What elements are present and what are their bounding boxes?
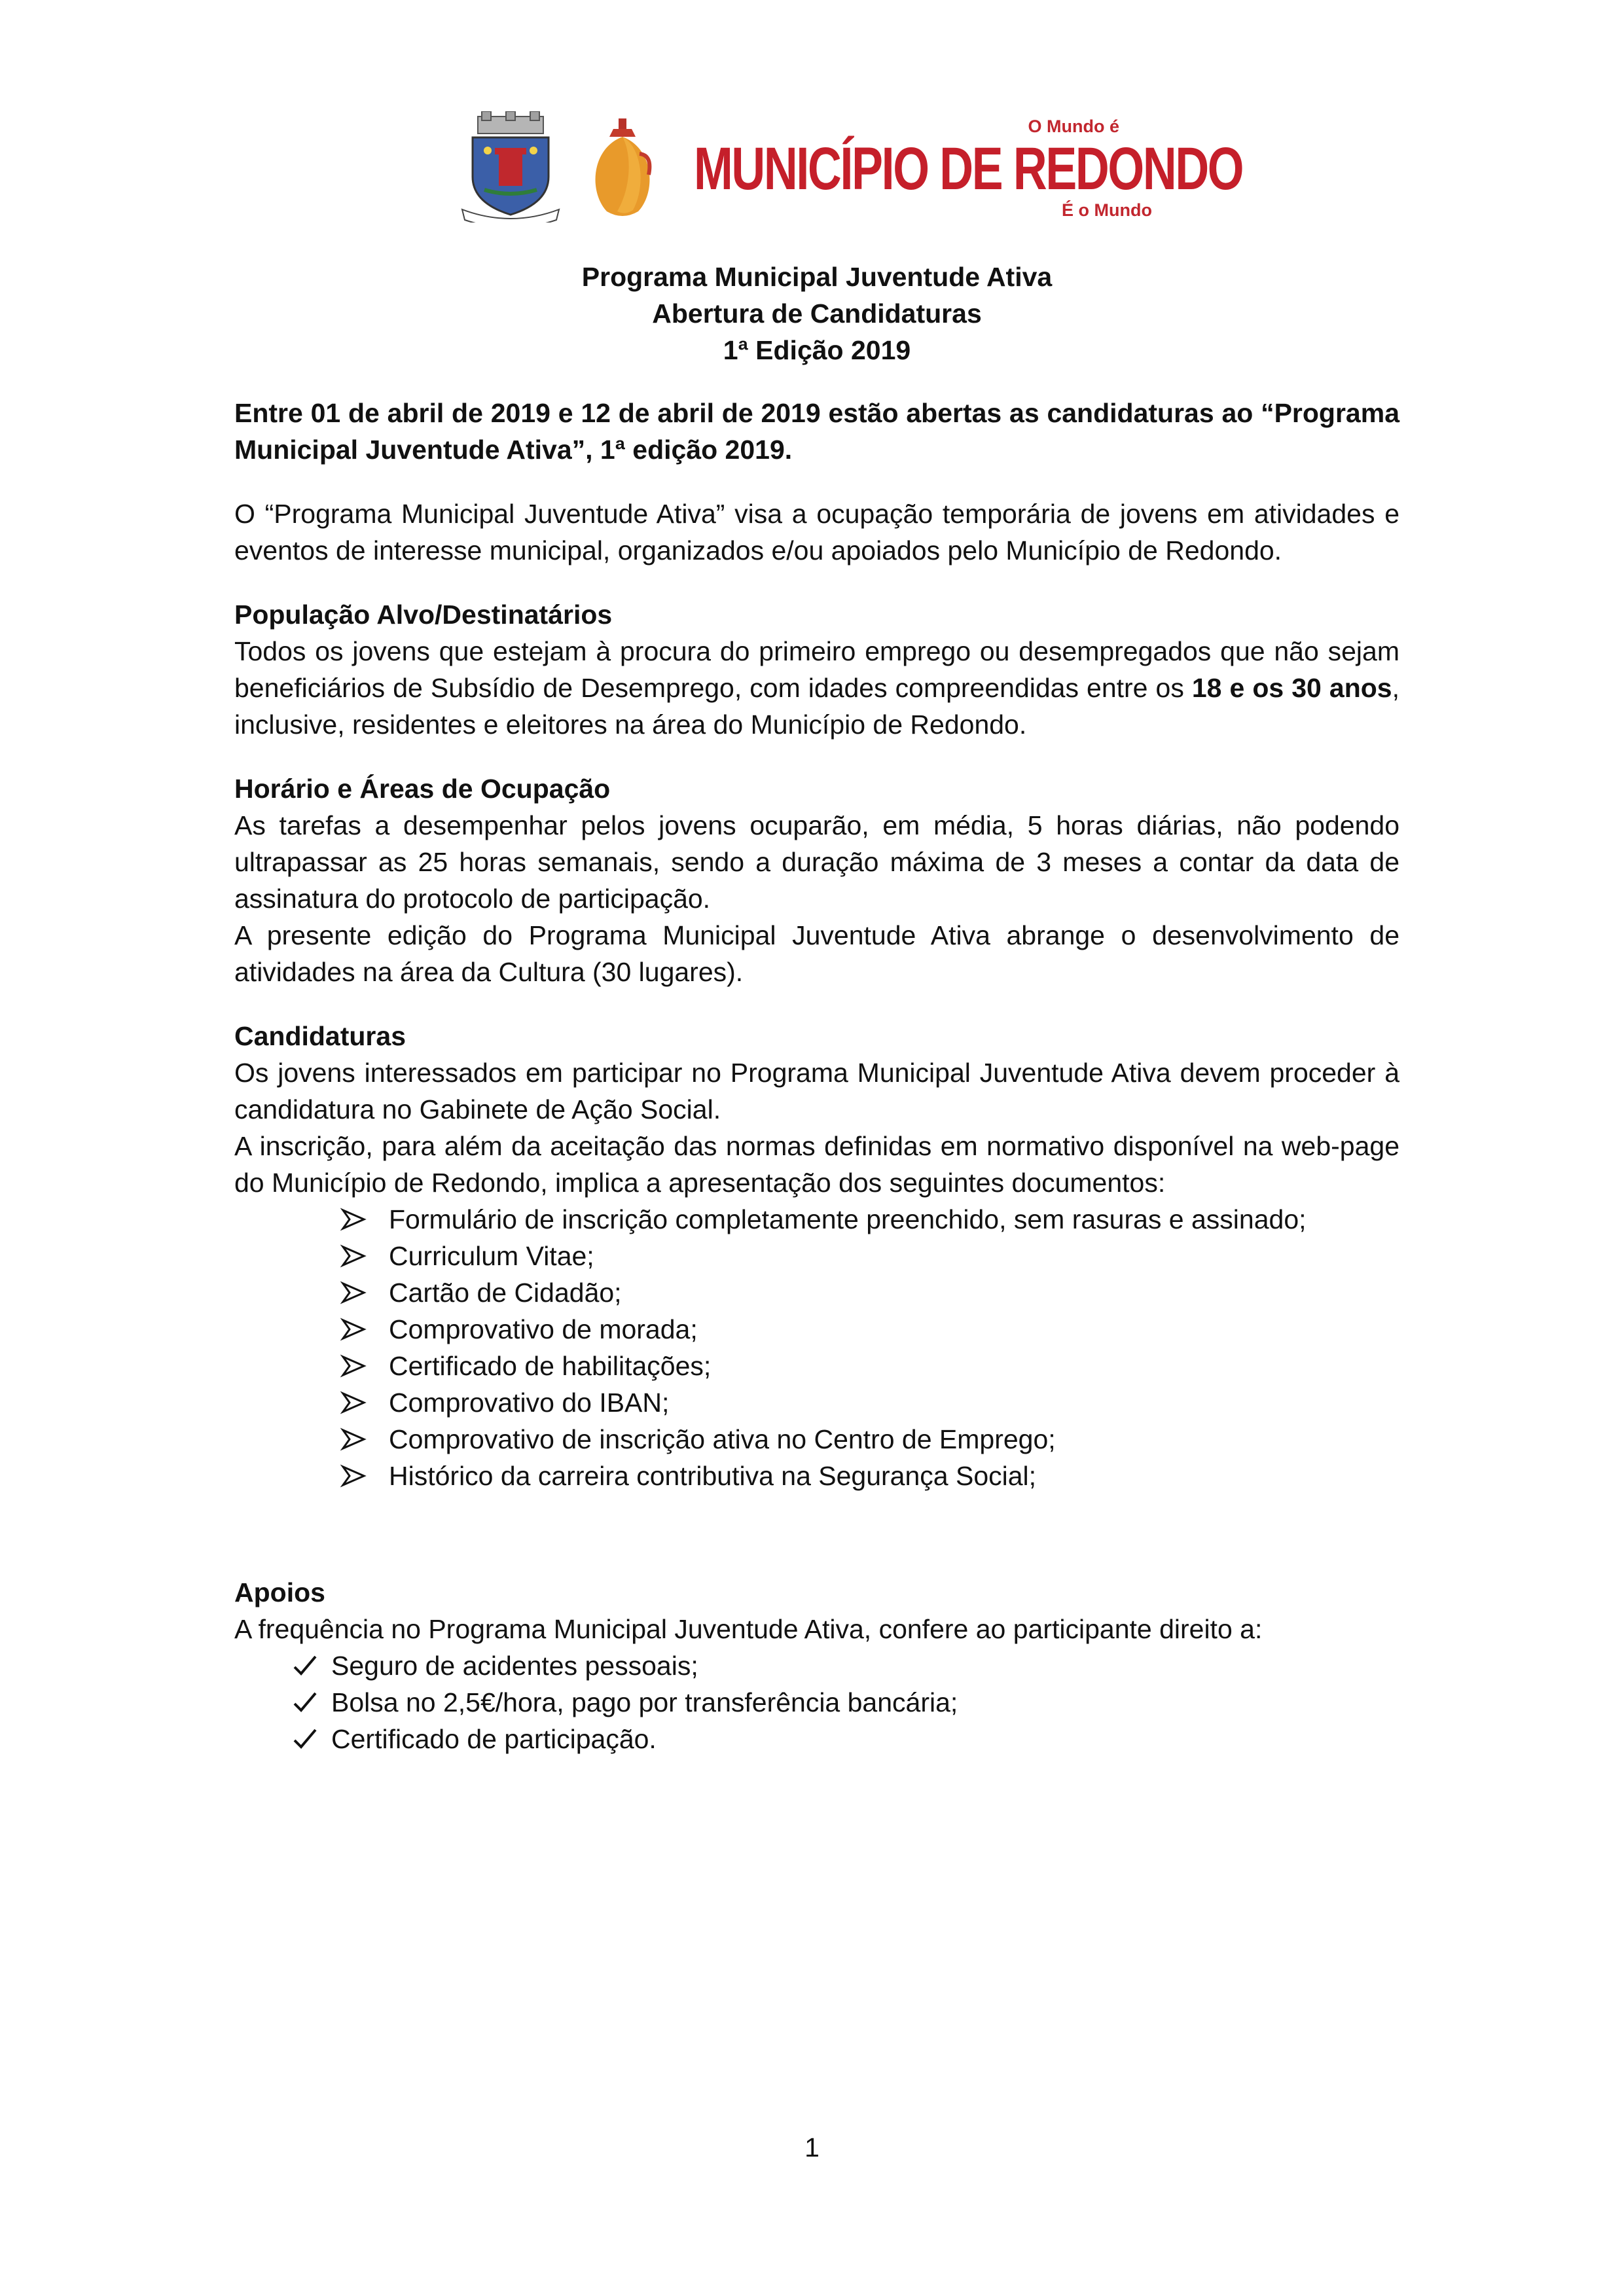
- list-item-text: Certificado de habilitações;: [389, 1351, 712, 1381]
- arrow-bullet-icon: [340, 1238, 367, 1274]
- list-item: [234, 1421, 1399, 1458]
- arrow-bullet-icon: [340, 1458, 367, 1494]
- section-horario: [234, 770, 1399, 990]
- horario-paragraph-2: A presente edição do Programa Municipal Juventude Ativa abrange o desenvolvimento de atividades na área da Cultura (30 lugares).: [234, 920, 1399, 987]
- candidaturas-paragraph-1: Os jovens interessados em participar no Programa Municipal Juventude Ativa devem proceder à candidatura no Gabinete de Ação Social.: [234, 1058, 1399, 1124]
- intro-paragraph: O “Programa Municipal Juventude Ativa” visa a ocupação temporária de jovens em atividades e eventos de interesse municipal, organizados e/ou apoiados pelo Município de Redondo.: [234, 499, 1399, 565]
- populacao-age-range: 18 e os 30 anos: [1191, 673, 1392, 703]
- documents-list: [234, 1201, 1399, 1494]
- spacer: [234, 1522, 1399, 1574]
- list-item-text: Comprovativo de morada;: [389, 1314, 698, 1344]
- arrow-bullet-icon: [340, 1201, 367, 1238]
- list-item: [234, 1684, 1399, 1721]
- list-item-text: Comprovativo de inscrição ativa no Centro de Emprego;: [389, 1424, 1056, 1454]
- clay-jug-icon: [586, 115, 658, 223]
- section-heading: População Alvo/Destinatários: [234, 600, 613, 630]
- apoios-paragraph: A frequência no Programa Municipal Juventude Ativa, confere ao participante direito a:: [234, 1614, 1263, 1644]
- brand-slogan-bottom: É o Mundo: [1062, 200, 1152, 220]
- arrow-bullet-icon: [340, 1348, 367, 1384]
- section-heading: Horário e Áreas de Ocupação: [234, 774, 611, 804]
- candidaturas-paragraph-2: A inscrição, para além da aceitação das normas definidas em normativo disponível na web-page do Município de Redondo, implica a apresentação dos seguintes documentos:: [234, 1131, 1399, 1198]
- section-apoios: [234, 1574, 1399, 1757]
- list-item: [234, 1311, 1399, 1348]
- list-item-text: Certificado de participação.: [331, 1724, 657, 1754]
- section-heading: Apoios: [234, 1577, 325, 1607]
- list-item-text: Cartão de Cidadão;: [389, 1278, 622, 1308]
- list-item-text: Formulário de inscrição completamente preenchido, sem rasuras e assinado;: [389, 1204, 1307, 1234]
- list-item-text: Seguro de acidentes pessoais;: [331, 1651, 698, 1681]
- arrow-bullet-icon: [340, 1274, 367, 1311]
- list-item: [234, 1201, 1399, 1238]
- list-item-text: Histórico da carreira contributiva na Segurança Social;: [389, 1461, 1037, 1491]
- list-item: [234, 1647, 1399, 1684]
- list-item: [234, 1238, 1399, 1274]
- municipal-coat-of-arms-icon: [458, 111, 563, 223]
- list-item: [234, 1458, 1399, 1494]
- list-item: [234, 1274, 1399, 1311]
- title-line-2: Abertura de Candidaturas: [652, 298, 982, 329]
- checkmark-icon: [292, 1721, 318, 1757]
- document-body: [234, 259, 1399, 1785]
- arrow-bullet-icon: [340, 1384, 367, 1421]
- populacao-text-before: Todos os jovens que estejam à procura do primeiro emprego ou desempregados que não sejam beneficiários de Subsídio de Desemprego, com idades compreendidas entre os: [234, 636, 1399, 703]
- checkmark-icon: [292, 1647, 318, 1684]
- arrow-bullet-icon: [340, 1311, 367, 1348]
- section-candidaturas: [234, 1018, 1399, 1494]
- arrow-bullet-icon: [340, 1421, 367, 1458]
- populacao-text-after: , inclusive, residentes e eleitores na área do Município de Redondo.: [234, 673, 1399, 740]
- checkmark-icon: [292, 1684, 318, 1721]
- list-item-text: Curriculum Vitae;: [389, 1241, 594, 1271]
- brand-slogan-top: O Mundo é: [1028, 117, 1119, 136]
- list-item-text: Comprovativo do IBAN;: [389, 1388, 670, 1418]
- section-populacao: [234, 596, 1399, 743]
- list-item: [234, 1348, 1399, 1384]
- benefits-list: [234, 1647, 1399, 1757]
- section-heading: Candidaturas: [234, 1021, 406, 1051]
- list-item-text: Bolsa no 2,5€/hora, pago por transferência bancária;: [331, 1687, 958, 1717]
- list-item: [234, 1721, 1399, 1757]
- brand-name: MUNICÍPIO DE REDONDO: [694, 135, 1243, 202]
- page-number: 1: [804, 2132, 820, 2162]
- title-line-1: Programa Municipal Juventude Ativa: [581, 262, 1053, 292]
- document-title: [234, 259, 1399, 368]
- header-logos: [458, 111, 1243, 229]
- title-line-3: 1ª Edição 2019: [723, 335, 911, 365]
- intro-bold-paragraph: Entre 01 de abril de 2019 e 12 de abril de 2019 estão abertas as candidaturas ao “Programa Municipal Juventude Ativa”, 1ª edição 2019.: [234, 398, 1399, 465]
- municipality-brand: [694, 111, 1243, 229]
- horario-paragraph-1: As tarefas a desempenhar pelos jovens ocuparão, em média, 5 horas diárias, não podendo ultrapassar as 25 horas semanais, sendo a duração máxima de 3 meses a contar da data de assinatura do protocolo de participação.: [234, 810, 1399, 914]
- list-item: [234, 1384, 1399, 1421]
- populacao-paragraph: [234, 633, 1399, 743]
